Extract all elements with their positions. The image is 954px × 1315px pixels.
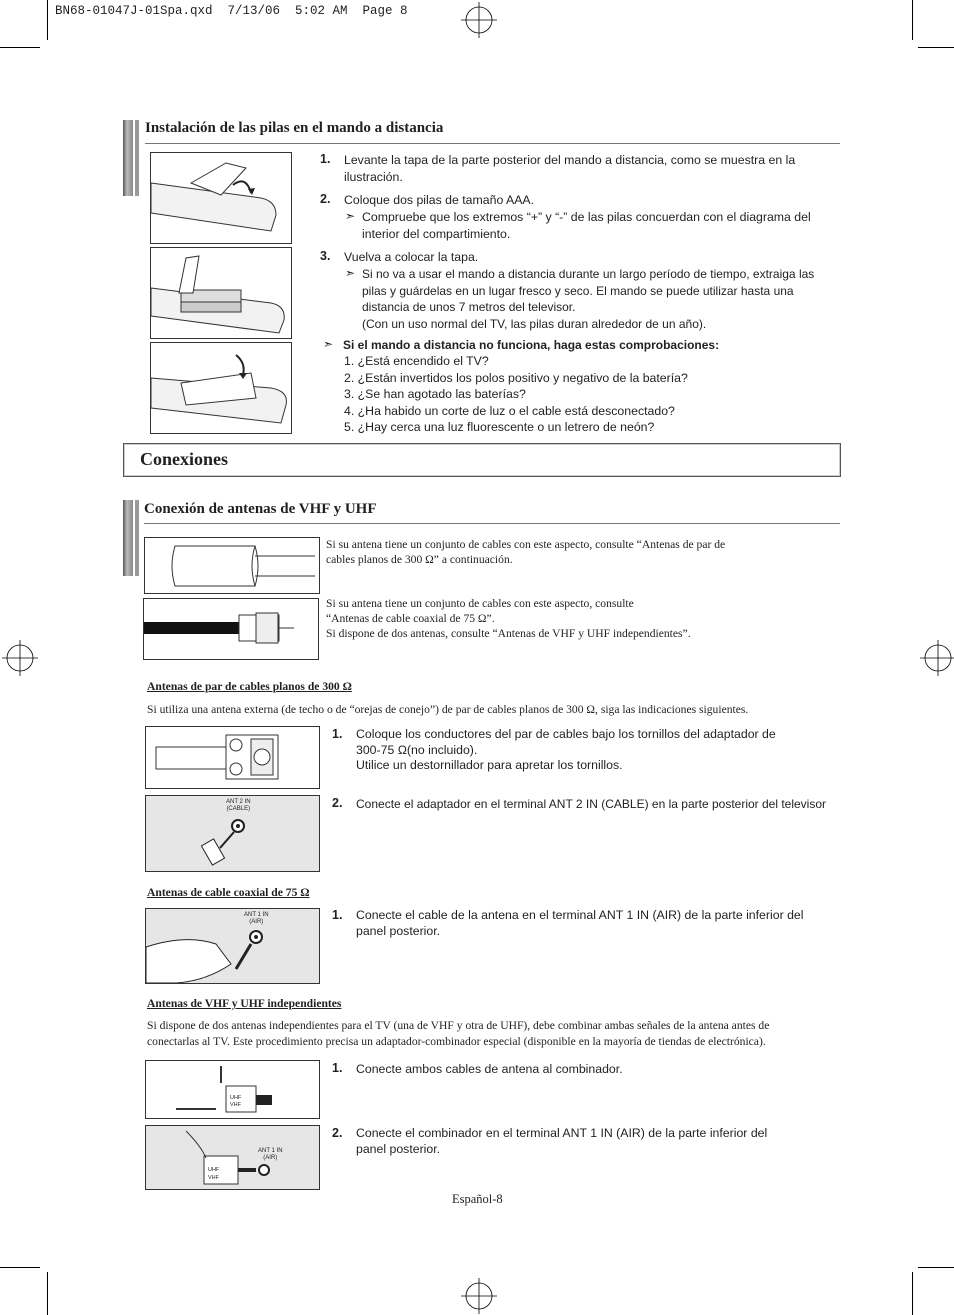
- step-text: Coloque dos pilas de tamaño AAA.: [344, 193, 535, 207]
- intro-text: Si su antena tiene un conjunto de cables con este aspecto, consulte “Antenas de par de cables planos de 300 Ω” a continuación.: [326, 538, 726, 566]
- note-text: Si no va a usar el mando a distancia durante un largo período de tiempo, extraiga las pilas y guárdelas en un lugar fresco y seco. El mando se puede utilizar hasta una distancia de unos 7 metros del televisor. (Con un uso normal del TV, las pilas duran alrededor de un año).: [362, 267, 815, 331]
- step-number: 2.: [332, 1126, 343, 1140]
- ant1-coaxial-illustration: [145, 908, 320, 984]
- section-title: Instalación de las pilas en el mando a distancia: [145, 120, 444, 136]
- section-marker: [123, 120, 133, 196]
- note-arrow-icon: ➣: [323, 337, 334, 351]
- remote-open-cover-illustration: [150, 152, 292, 244]
- crop-mark: [918, 1267, 954, 1268]
- subsection-title: Antenas de par de cables planos de 300 Ω: [147, 680, 352, 693]
- crop-mark: [912, 0, 913, 40]
- check-title: Si el mando a distancia no funciona, haga estas comprobaciones:: [343, 338, 720, 352]
- subsection-title: Antenas de VHF y UHF independientes: [147, 997, 342, 1010]
- crop-mark: [47, 0, 48, 40]
- adapter-screws-illustration: [145, 726, 320, 789]
- check-list: 1. ¿Está encendido el TV? 2. ¿Están invertidos los polos positivo y negativo de la batería? 3. ¿Se han agotado las baterías? 4. ¿Ha habido un corte de luz o el cable está desconectado? 5. ¿Hay cerca una luz fluorescente o un letrero de neón?: [344, 354, 688, 434]
- step-number: 1.: [320, 152, 331, 166]
- section-title: Conexiones: [140, 449, 229, 469]
- section-marker: [135, 120, 139, 196]
- note-arrow-icon: ➣: [345, 209, 356, 223]
- step-text: Conecte el combinador en el terminal ANT 1 IN (AIR) de la parte inferior del panel posterior.: [356, 1126, 768, 1156]
- file-slug: BN68-01047J-01Spa.qxd 7/13/06 5:02 AM Page 8: [55, 4, 408, 18]
- step-text: Vuelva a colocar la tapa.: [344, 250, 479, 264]
- step-text: Conecte ambos cables de antena al combinador.: [356, 1062, 623, 1076]
- combiner-label: UHF VHF: [208, 1167, 220, 1181]
- step-number: 1.: [332, 1061, 343, 1075]
- step-number: 1.: [332, 908, 343, 922]
- note-text: Compruebe que los extremos “+” y “-” de las pilas concuerdan con el diagrama del interior del compartimiento.: [362, 210, 811, 241]
- page-number: Español-8: [452, 1192, 503, 1206]
- step-text: Conecte el adaptador en el terminal ANT 2 IN (CABLE) en la parte posterior del televisor: [356, 797, 827, 811]
- section-banner: [123, 443, 841, 477]
- terminal-label: ANT 1 IN (AIR): [244, 912, 269, 925]
- note-arrow-icon: ➣: [345, 266, 356, 280]
- twin-lead-cable-illustration: [144, 537, 320, 594]
- divider: [145, 143, 840, 144]
- step-text: Levante la tapa de la parte posterior del mando a distancia, como se muestra en la ilustración.: [344, 153, 796, 184]
- ant2-connection-illustration: [145, 795, 320, 872]
- divider: [144, 523, 840, 524]
- registration-mark: [461, 2, 497, 38]
- section-title: Conexión de antenas de VHF y UHF: [144, 501, 377, 517]
- remote-batteries-illustration: [150, 247, 292, 339]
- section-marker: [135, 500, 139, 576]
- crop-mark: [0, 47, 40, 48]
- crop-mark: [0, 1267, 40, 1268]
- registration-mark: [2, 640, 38, 676]
- subsection-title: Antenas de cable coaxial de 75 Ω: [147, 886, 310, 899]
- terminal-label: ANT 2 IN (CABLE): [226, 799, 251, 812]
- combiner-label: UHF VHF: [230, 1095, 242, 1108]
- registration-mark: [461, 1278, 497, 1314]
- step-number: 1.: [332, 727, 343, 741]
- combiner-illustration: [145, 1060, 320, 1119]
- combiner-ant1-illustration: [145, 1125, 320, 1190]
- step-text: Conecte el cable de la antena en el terminal ANT 1 IN (AIR) de la parte inferior del panel posterior.: [356, 908, 804, 938]
- step-number: 2.: [320, 192, 331, 206]
- remote-close-cover-illustration: [150, 342, 292, 434]
- step-text: Coloque los conductores del par de cables bajo los tornillos del adaptador de 300-75 Ω(no incluido). Utilice un destornillador para apretar los tornillos.: [356, 727, 776, 772]
- step-number: 3.: [320, 249, 331, 263]
- crop-mark: [47, 1272, 48, 1315]
- registration-mark: [920, 640, 954, 676]
- coaxial-cable-illustration: [143, 598, 319, 660]
- terminal-label: ANT 1 IN (AIR): [258, 1148, 283, 1161]
- crop-mark: [912, 1272, 913, 1315]
- subsection-intro: Si dispone de dos antenas independientes para el TV (una de VHF y otra de UHF), debe combinar ambas señales de la antena antes de conectarlas al TV. Este procedimiento precisa un adaptador-combinador especial (disponible en la mayoría de tiendas de electrónica).: [147, 1019, 770, 1048]
- section-marker: [123, 500, 133, 576]
- intro-text: Si su antena tiene un conjunto de cables con este aspecto, consulte “Antenas de cable coaxial de 75 Ω”. Si dispone de dos antenas, consulte “Antenas de VHF y UHF independientes”.: [326, 597, 691, 640]
- step-number: 2.: [332, 796, 343, 810]
- crop-mark: [918, 47, 954, 48]
- subsection-intro: Si utiliza una antena externa (de techo o de “orejas de conejo”) de par de cables planos de 300 Ω, siga las indicaciones siguientes.: [147, 703, 749, 716]
